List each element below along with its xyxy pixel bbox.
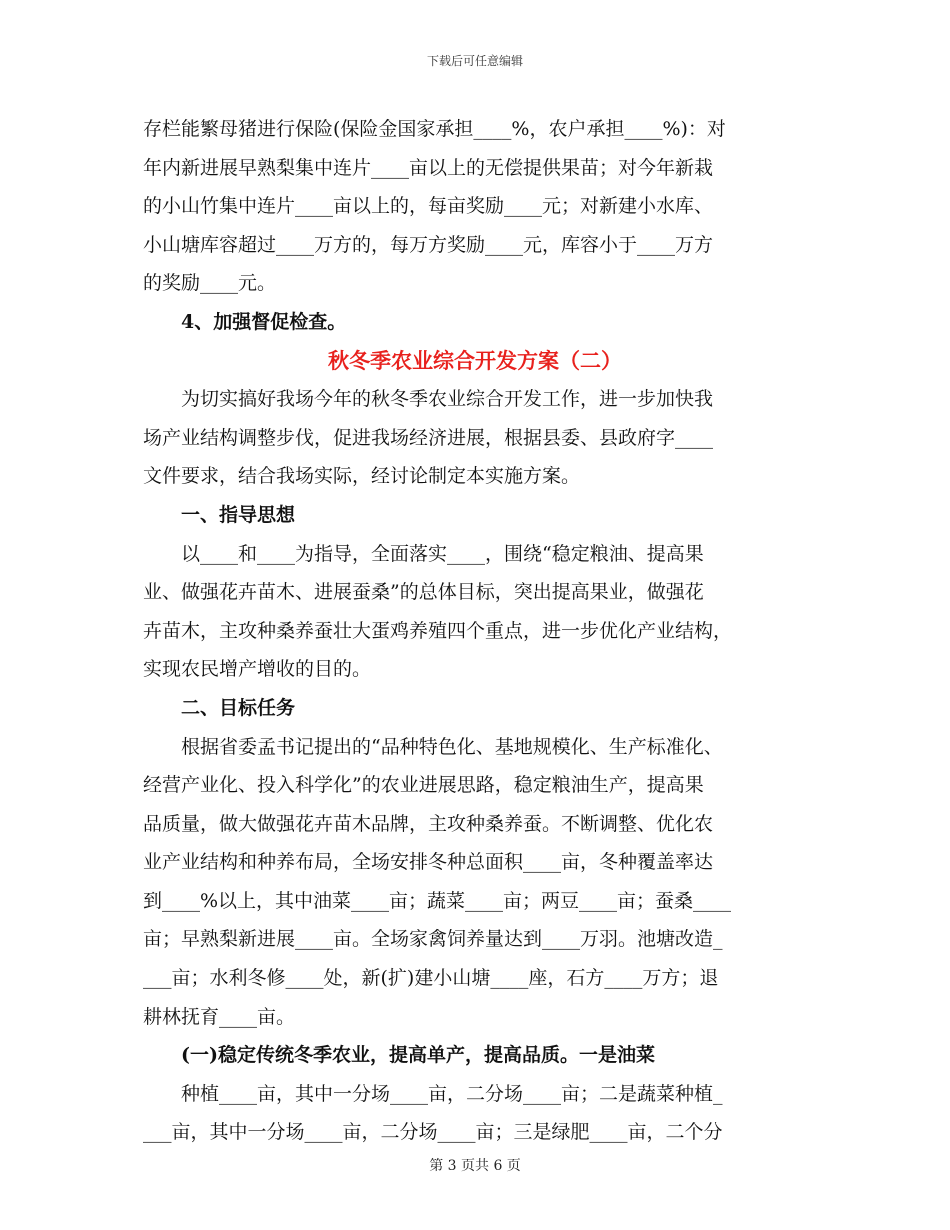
- section-heading: 一、指导思想: [181, 503, 296, 526]
- paragraph-line: 亩；早熟梨新进展____亩。全场家禽饲养量达到____万羽。池塘改造_: [143, 928, 723, 951]
- paragraph-line: 品质量，做大做强花卉苗木品牌，主攻种桑养蚕。不断调整、优化农: [143, 812, 714, 835]
- paragraph-line: 的奖励____元。: [143, 272, 277, 295]
- paragraph-line: 为切实搞好我场今年的秋冬季农业综合开发工作，进一步加快我: [181, 388, 714, 411]
- paragraph-line: 存栏能繁母猪进行保险(保险金国家承担____%，农户承担____%)：对: [143, 118, 726, 140]
- paragraph-line: 以____和____为指导，全面落实____，围绕“稳定粮油、提高果: [181, 542, 704, 565]
- paragraph-line: 经营产业化、投入科学化”的农业进展思路，稳定粮油生产，提高果: [143, 774, 704, 797]
- section-heading: 二、目标任务: [181, 696, 296, 719]
- paragraph-line: ___亩；水利冬修____处，新(扩)建小山塘____座，石方____万方；退: [143, 967, 719, 990]
- paragraph-line: 到____%以上，其中油菜____亩；蔬菜____亩；两豆____亩；蚕桑____: [143, 889, 732, 912]
- paragraph-line: 年内新进展早熟梨集中连片____亩以上的无偿提供果苗；对今年新栽: [143, 156, 714, 179]
- paragraph-line: 业、做强花卉苗木、进展蚕桑”的总体目标，突出提高果业，做强花: [143, 581, 704, 604]
- subsection-heading: (一)稳定传统冬季农业，提高单产，提高品质。一是油菜: [181, 1044, 655, 1067]
- paragraph-line: 小山塘库容超过____万方的，每万方奖励____元，库容小于____万方: [143, 233, 714, 256]
- paragraph-line: 卉苗木，主攻种桑养蚕壮大蛋鸡养殖四个重点，进一步优化产业结构，: [143, 619, 733, 642]
- paragraph-line: 实现农民增产增收的目的。: [143, 658, 372, 681]
- section-title: 秋冬季农业综合开发方案（二）: [328, 347, 622, 373]
- paragraph-line: 文件要求，结合我场实际，经讨论制定本实施方案。: [143, 465, 581, 488]
- paragraph-line: 根据省委孟书记提出的“品种特色化、基地规模化、生产标准化、: [181, 735, 723, 758]
- paragraph-line: 种植____亩，其中一分场____亩，二分场____亩；二是蔬菜种植_: [181, 1082, 723, 1105]
- paragraph-line: 业产业结构和种养布局，全场安排冬种总面积____亩，冬种覆盖率达: [143, 851, 714, 874]
- paragraph-line: 的小山竹集中连片____亩以上的，每亩奖励____元；对新建小水库、: [143, 195, 714, 218]
- paragraph-line: 场产业结构调整步伐，促进我场经济进展，根据县委、县政府字____: [143, 426, 714, 449]
- document-body: [143, 110, 807, 1152]
- header-note: 下载后可任意编辑: [426, 54, 523, 68]
- list-item: 4、加强督促检查。: [181, 310, 347, 333]
- paragraph-line: 耕林抚育____亩。: [143, 1005, 296, 1028]
- page-number: 第 3 页共 6 页: [429, 1158, 521, 1174]
- paragraph-line: ___亩，其中一分场____亩，二分场____亩；三是绿肥____亩，二个分: [143, 1121, 723, 1144]
